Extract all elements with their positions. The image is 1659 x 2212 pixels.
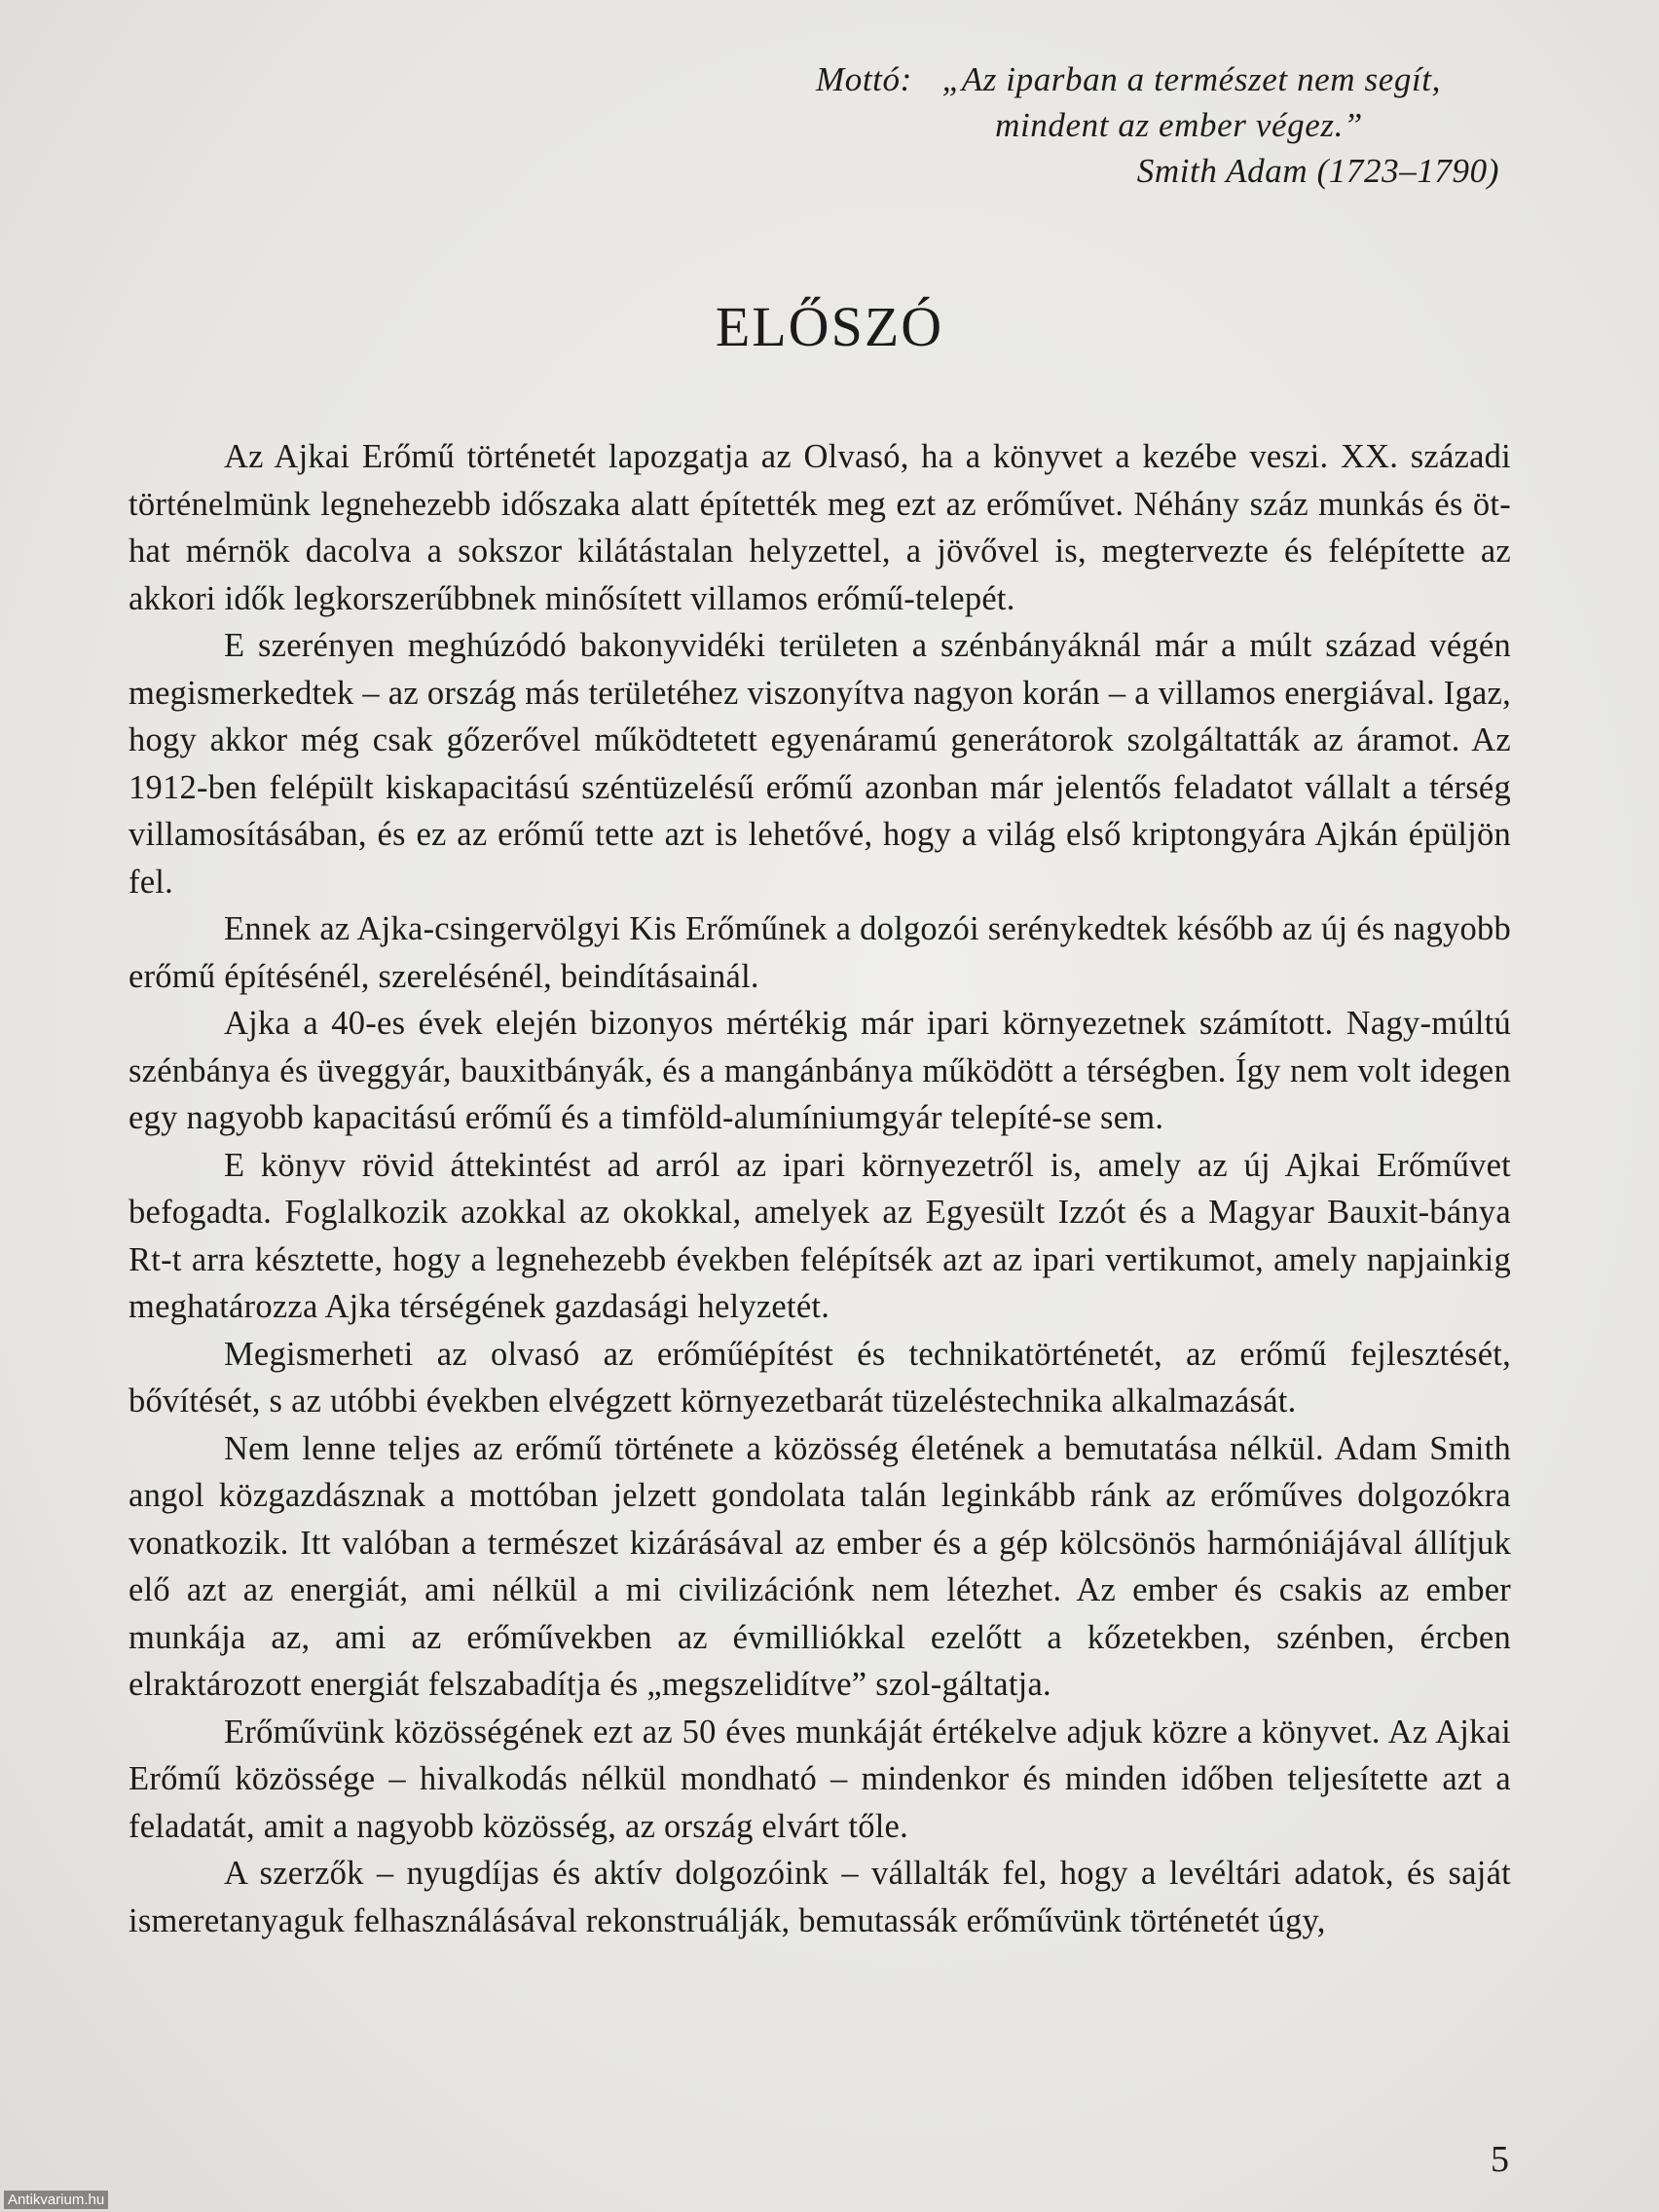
- motto-quote-line-2: mindent az ember végez.”: [995, 106, 1363, 144]
- paragraph: E szerényen meghúzódó bakonyvidéki területen a szénbányáknál már a múlt század végén megismerkedtek – az ország más területéhez viszonyítva nagyon korán – a villamos energiával. Igaz, hogy akkor még csak gőzerővel működtetett egyenáramú generátorok szolgáltatták az áramot. Az 1912-ben felépült kiskapacitású széntüzelésű erőmű azonban már jelentős feladatot vállalt a térség villamosításában, és ez az erőmű tette azt is lehetővé, hogy a világ első kriptongyára Ajkán épüljön fel.: [129, 627, 1511, 901]
- paragraph: Erőművünk közösségének ezt az 50 éves munkáját értékelve adjuk közre a könyvet. Az Ajkai Erőmű közössége – hivalkodás nélkül mondható – mindenkor és minden időben teljesítette azt a feladatát, amit a nagyobb közösség, az ország elvárt tőle.: [129, 1713, 1511, 1845]
- page-number: 5: [1491, 2139, 1509, 2180]
- paragraph: E könyv rövid áttekintést ad arról az ipari környezetről is, amely az új Ajkai Erőművet befogadta. Foglalkozik azokkal az okokkal, amelyek az Egyesült Izzót és a Magyar Bauxit-bánya Rt-t arra késztette, hogy a legnehezebb években felépítsék azt az ipari vertikumot, amely napjainkig meghatározza Ajka térségének gazdasági helyzetét.: [129, 1146, 1511, 1325]
- page-title: ELŐSZÓ: [715, 295, 944, 358]
- paragraph: Megismerheti az olvasó az erőműépítést és technikatörténetét, az erőmű fejlesztését, bővítését, s az utóbbi években elvégzett környezetbarát tüzeléstechnika alkalmazását.: [129, 1335, 1511, 1419]
- watermark: Antikvarium.hu: [4, 2191, 108, 2209]
- motto-author: Smith Adam (1723–1790): [1136, 152, 1499, 190]
- paragraph: Az Ajkai Erőmű történetét lapozgatja az Olvasó, ha a könyvet a kezébe veszi. XX. századi történelmünk legnehezebb időszaka alatt építették meg ezt az erőművet. Néhány száz munkás és öt-hat mérnök dacolva a sokszor kilátástalan helyzettel, a jövővel is, megtervezte és felépítette az akkori idők legkorszerűbbnek minősített villamos erőmű-telepét.: [129, 438, 1511, 617]
- paragraph: A szerzők – nyugdíjas és aktív dolgozóink – vállalták fel, hogy a levéltári adatok, és saját ismeretanyaguk felhasználásával rekonstruálják, bemutassák erőművünk történetét úgy,: [129, 1855, 1511, 1939]
- paragraph: Nem lenne teljes az erőmű története a közösség életének a bemutatása nélkül. Adam Smith angol közgazdásznak a mottóban jelzett gondolata talán leginkább ránk az erőműves dolgozókra vonatkozik. Itt valóban a természet kizárásával az ember és a gép kölcsönös harmóniájával állítjuk elő azt az energiát, ami nélkül a mi civilizációnk nem létezhet. Az ember és csakis az ember munkája az, ami az erőművekben az évmilliókkal ezelőtt a kőzetekben, szénben, ércben elraktározott energiát felszabadítja és „megszelidítve” szol-gáltatja.: [129, 1429, 1511, 1703]
- motto-block: [798, 56, 1499, 194]
- motto-label: Mottó:: [816, 60, 912, 98]
- motto-quote-line-1: „Az iparban a természet nem segít,: [941, 60, 1441, 98]
- paragraph: Ennek az Ajka-csingervölgyi Kis Erőműnek a dolgozói serénykedtek később az új és nagyobb erőmű építésénél, szerelésénél, beindításainál.: [129, 910, 1511, 995]
- body-text: [129, 433, 1511, 1944]
- paragraph: Ajka a 40-es évek elején bizonyos mértékig már ipari környezetnek számított. Nagy-múltú szénbánya és üveggyár, bauxitbányák, és a mangánbánya működött a térségben. Így nem volt idegen egy nagyobb kapacitású erőmű és a timföld-alumíniumgyár telepíté-se sem.: [129, 1005, 1511, 1136]
